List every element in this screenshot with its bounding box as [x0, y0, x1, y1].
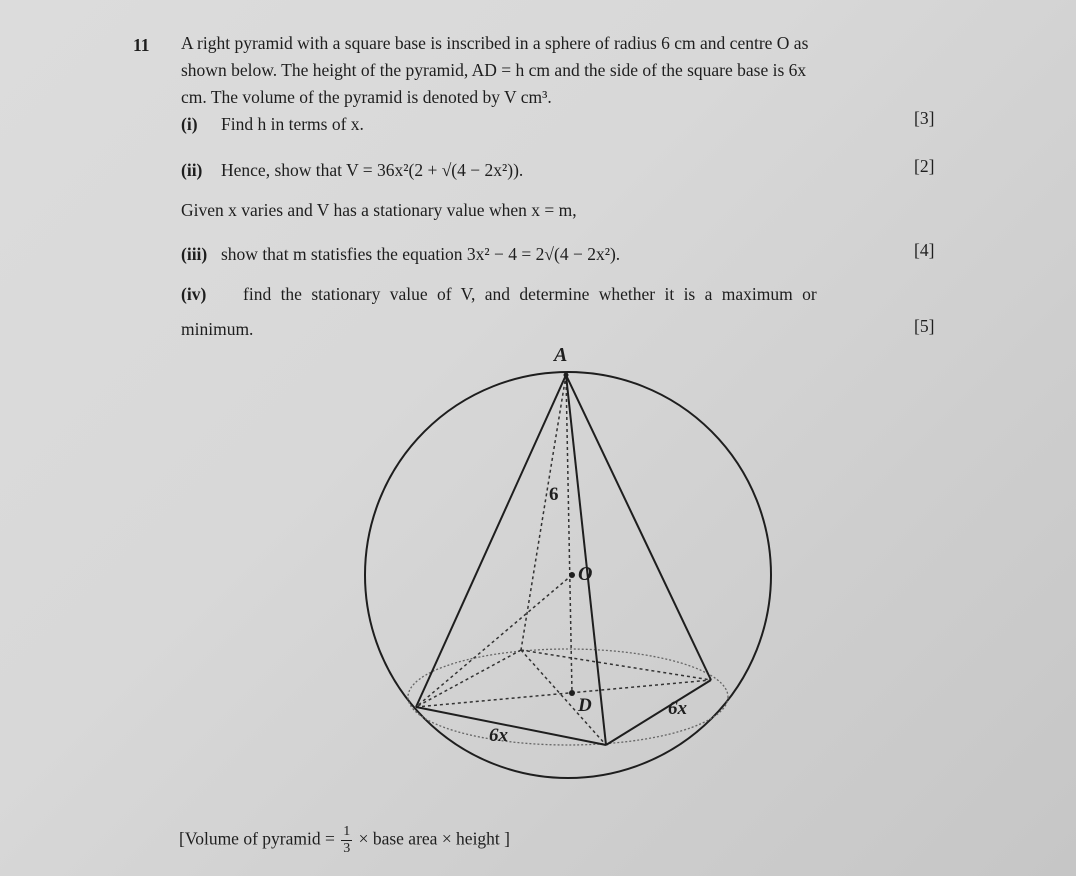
point-A	[564, 373, 569, 378]
part-iv-text-2: minimum.	[181, 319, 254, 339]
part-i-marks: [3]	[914, 108, 935, 128]
part-iii-text: show that m statisfies the equation 3x² − 4 = 2√(4 − 2x²).	[221, 244, 621, 264]
visible-edges	[416, 375, 711, 745]
question-line-2: shown below. The height of the pyramid, AD = h cm and the side of the square base is 6x	[181, 60, 807, 80]
label-radius-6: 6	[549, 484, 559, 505]
label-D: D	[578, 695, 592, 716]
formula-note	[179, 824, 510, 857]
formula-suffix: × base area × height ]	[358, 828, 511, 849]
part-iv-label: (iv)	[181, 284, 207, 304]
point-D	[569, 690, 575, 696]
fraction-numerator: 1	[343, 824, 351, 839]
formula-prefix: [Volume of pyramid =	[179, 828, 335, 849]
part-ii-text: Hence, show that V = 36x²(2 + √(4 − 2x²)).	[221, 160, 524, 180]
formula-fraction	[341, 824, 352, 857]
part-ii-marks: [2]	[914, 156, 935, 176]
question-line-1: A right pyramid with a square base is inscribed in a sphere of radius 6 cm and centre O as	[181, 33, 809, 53]
label-A: A	[554, 344, 568, 366]
label-side-left: 6x	[489, 725, 508, 746]
part-i-text: Find h in terms of x.	[221, 114, 364, 134]
question-line-3: cm. The volume of the pyramid is denoted by V cm³.	[181, 87, 552, 107]
label-O: O	[578, 563, 593, 585]
part-iii-marks: [4]	[914, 240, 935, 260]
question-number: 11	[133, 35, 150, 55]
given-statement: Given x varies and V has a stationary value when x = m,	[181, 200, 577, 220]
fraction-denominator: 3	[343, 841, 351, 856]
base-circle	[408, 649, 728, 745]
hidden-edges	[416, 375, 711, 745]
part-iv-text: find the stationary value of V, and determine whether it is a maximum or	[243, 284, 817, 304]
sphere-outline	[365, 372, 771, 778]
part-i-label: (i)	[181, 114, 198, 134]
label-side-right: 6x	[668, 698, 687, 719]
part-ii-label: (ii)	[181, 160, 203, 180]
point-O	[569, 572, 575, 578]
part-iv-marks: [5]	[914, 316, 935, 336]
part-iii-label: (iii)	[181, 244, 208, 264]
